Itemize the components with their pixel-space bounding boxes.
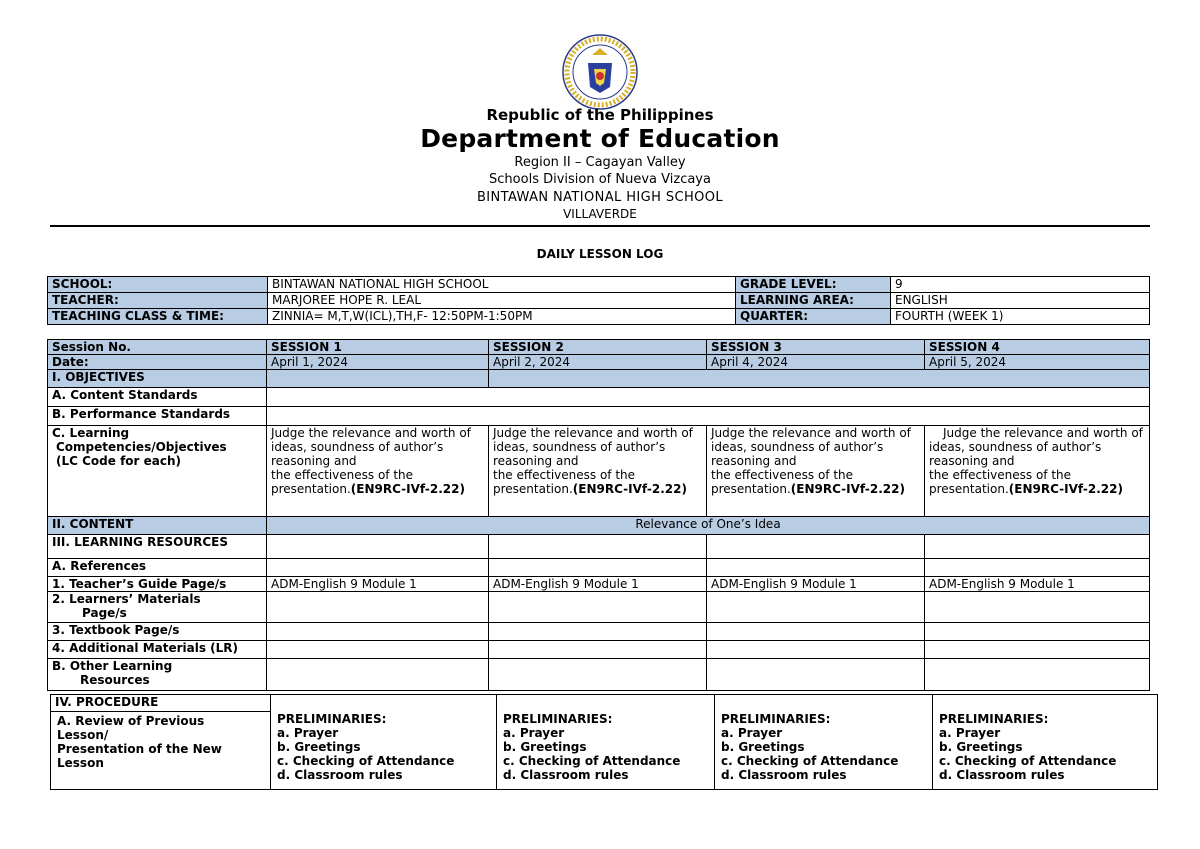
competency-cell: Judge the relevance and worth of ideas, soundness of author’s reasoning and the effectiveness of the presentation.(EN9RC-IVf-2.22) — [707, 426, 925, 517]
area-value: ENGLISH — [891, 293, 1150, 309]
town-name: VILLAVERDE — [563, 207, 637, 221]
teacher-guide-label: 1. Teacher’s Guide Page/s — [48, 577, 267, 592]
republic-heading: Republic of the Philippines — [486, 106, 714, 124]
deped-seal-logo — [561, 33, 639, 111]
procedure-heading: IV. PROCEDURE — [51, 695, 271, 712]
page-title: DAILY LESSON LOG — [536, 247, 664, 261]
division-text: Schools Division of Nueva Vizcaya — [489, 172, 711, 187]
teacher-guide-value: ADM-English 9 Module 1 — [707, 577, 925, 592]
session-header: SESSION 3 — [707, 340, 925, 355]
competency-cell: Judge the relevance and worth of ideas, soundness of author’s reasoning and the effectiveness of the presentation.(EN9RC-IVf-2.22) — [267, 426, 489, 517]
teacher-value: MARJOREE HOPE R. LEAL — [268, 293, 736, 309]
quarter-label: QUARTER: — [736, 309, 891, 325]
class-label: TEACHING CLASS & TIME: — [48, 309, 268, 325]
session-date: April 1, 2024 — [267, 355, 489, 370]
quarter-value: FOURTH (WEEK 1) — [891, 309, 1150, 325]
area-label: LEARNING AREA: — [736, 293, 891, 309]
grade-value: 9 — [891, 277, 1150, 293]
region-text: Region II – Cagayan Valley — [514, 155, 686, 170]
teacher-label: TEACHER: — [48, 293, 268, 309]
date-label: Date: — [48, 355, 267, 370]
grade-label: GRADE LEVEL: — [736, 277, 891, 293]
learning-competencies-label: C. Learning Competencies/Objectives (LC Code for each) — [48, 426, 267, 517]
competency-cell: Judge the relevance and worth of ideas, soundness of author’s reasoning and the effectiveness of the presentation.(EN9RC-IVf-2.22) — [925, 426, 1150, 517]
school-name: BINTAWAN NATIONAL HIGH SCHOOL — [476, 190, 724, 205]
teacher-guide-value: ADM-English 9 Module 1 — [489, 577, 707, 592]
references-label: A. References — [48, 559, 267, 577]
session-label: Session No. — [48, 340, 267, 355]
learners-materials-label: 2. Learners’ Materials Page/s — [48, 592, 267, 623]
content-standards-label: A. Content Standards — [48, 388, 267, 407]
session-header: SESSION 4 — [925, 340, 1150, 355]
session-header: SESSION 2 — [489, 340, 707, 355]
textbook-label: 3. Textbook Page/s — [48, 623, 267, 641]
performance-standards-label: B. Performance Standards — [48, 407, 267, 426]
content-value: Relevance of One’s Idea — [267, 517, 1150, 535]
objectives-heading: I. OBJECTIVES — [48, 370, 267, 388]
learning-resources-heading: III. LEARNING RESOURCES — [48, 535, 267, 559]
review-label: A. Review of Previous Lesson/ Presentation of the New Lesson — [51, 712, 271, 790]
class-value: ZINNIA= M,T,W(ICL),TH,F- 12:50PM-1:50PM — [268, 309, 736, 325]
teacher-guide-value: ADM-English 9 Module 1 — [267, 577, 489, 592]
school-value: BINTAWAN NATIONAL HIGH SCHOOL — [268, 277, 736, 293]
additional-materials-label: 4. Additional Materials (LR) — [48, 641, 267, 659]
lesson-log-table — [47, 339, 1150, 691]
procedure-table — [50, 694, 1158, 790]
department-heading: Department of Education — [420, 124, 780, 153]
session-date: April 4, 2024 — [707, 355, 925, 370]
preliminaries-cell: PRELIMINARIES: a. Prayer b. Greetings c. Checking of Attendance d. Classroom rules — [933, 712, 1158, 790]
session-date: April 5, 2024 — [925, 355, 1150, 370]
session-date: April 2, 2024 — [489, 355, 707, 370]
preliminaries-cell: PRELIMINARIES: a. Prayer b. Greetings c. Checking of Attendance d. Classroom rules — [271, 712, 497, 790]
competency-cell: Judge the relevance and worth of ideas, soundness of author’s reasoning and the effectiveness of the presentation.(EN9RC-IVf-2.22) — [489, 426, 707, 517]
content-heading: II. CONTENT — [48, 517, 267, 535]
header-divider — [50, 225, 1150, 227]
info-table — [47, 276, 1150, 325]
session-header: SESSION 1 — [267, 340, 489, 355]
school-label: SCHOOL: — [48, 277, 268, 293]
preliminaries-cell: PRELIMINARIES: a. Prayer b. Greetings c. Checking of Attendance d. Classroom rules — [497, 712, 715, 790]
other-resources-label: B. Other Learning Resources — [48, 659, 267, 691]
preliminaries-cell: PRELIMINARIES: a. Prayer b. Greetings c. Checking of Attendance d. Classroom rules — [715, 712, 933, 790]
teacher-guide-value: ADM-English 9 Module 1 — [925, 577, 1150, 592]
